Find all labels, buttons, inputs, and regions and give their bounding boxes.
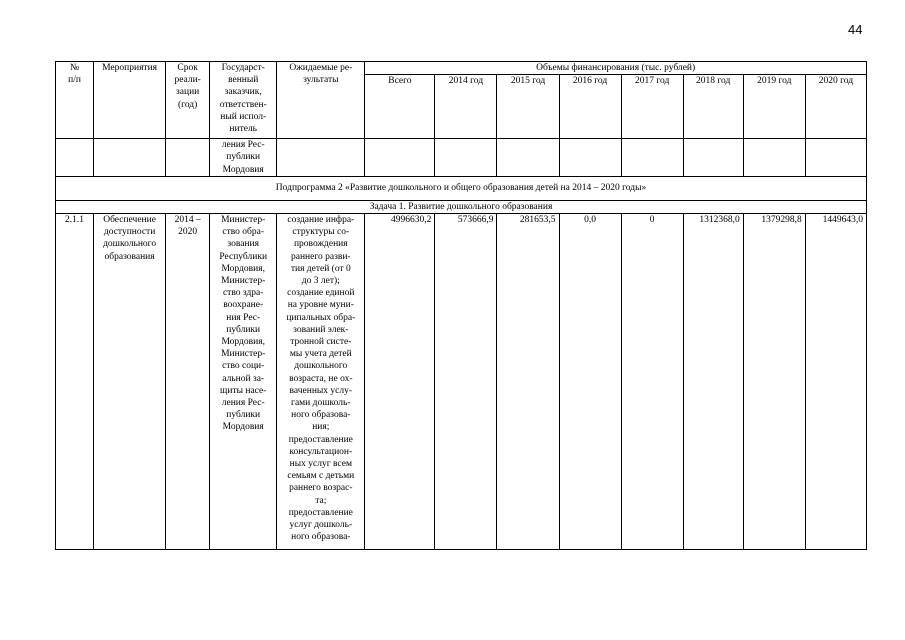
page-number: 44 bbox=[848, 22, 863, 37]
col-header-2018: 2018 год bbox=[683, 75, 743, 139]
col-header-2017: 2017 год bbox=[621, 75, 683, 139]
col-header-customer: Государст- венный заказчик, ответствен- ный испол- нитель bbox=[210, 62, 277, 139]
col-header-financing: Объемы финансирования (тыс. рублей) bbox=[365, 62, 867, 75]
col-header-2019: 2019 год bbox=[743, 75, 805, 139]
row-result: создание инфра- структуры со- провождения раннего разви- тия детей (от 0 до 3 лет); создание единой на уровне муни- ципальных обра- зований элек- тронной систе- мы учета детей дошкольного возраста, не ох- ваченных услу- гами дошколь- ного образова- ния; предоставление консультацион- ных услуг всем семьям с детьми раннего возрас- та; предоставление услуг дошколь- ного образова- bbox=[277, 214, 365, 550]
value-2014: 573666,9 bbox=[435, 214, 497, 550]
col-header-results: Ожидаемые ре- зультаты bbox=[277, 62, 365, 139]
col-header-2014: 2014 год bbox=[435, 75, 497, 139]
row-customer: Министер- ство обра- зования Республики Мордовия, Министер- ство здра- воохране- ния Рес- публики Мордовия, Министер- ство соци- альной за- щиты насе- ления Рес- публики Мордовия bbox=[210, 214, 277, 550]
subprogram-row bbox=[56, 176, 867, 200]
subprogram-title: Подпрограмма 2 «Развитие дошкольного и общего образования детей на 2014 – 2020 годы» bbox=[56, 176, 867, 200]
col-header-2015: 2015 год bbox=[497, 75, 559, 139]
value-2016: 0,0 bbox=[559, 214, 621, 550]
value-2020: 1449643,0 bbox=[805, 214, 866, 550]
col-header-measures: Мероприятия bbox=[94, 62, 166, 139]
value-2019: 1379298,8 bbox=[743, 214, 805, 550]
row-term: 2014 – 2020 bbox=[166, 214, 210, 550]
financing-table bbox=[55, 61, 867, 550]
col-header-2016: 2016 год bbox=[559, 75, 621, 139]
task-row bbox=[56, 200, 867, 213]
task-title: Задача 1. Развитие дошкольного образования bbox=[56, 200, 867, 213]
col-header-term: Срок реали- зации (год) bbox=[166, 62, 210, 139]
header-row-1 bbox=[56, 62, 867, 75]
value-2015: 281653,5 bbox=[497, 214, 559, 550]
continuation-row bbox=[56, 139, 867, 177]
col-header-total: Всего bbox=[365, 75, 435, 139]
value-2017: 0 bbox=[621, 214, 683, 550]
row-measure: Обеспечение доступности дошкольного образования bbox=[94, 214, 166, 550]
row-num: 2.1.1 bbox=[56, 214, 94, 550]
col-header-2020: 2020 год bbox=[805, 75, 866, 139]
col-header-num: № п/п bbox=[56, 62, 94, 139]
table-row bbox=[56, 214, 867, 550]
value-2018: 1312368,0 bbox=[683, 214, 743, 550]
value-total: 4996630,2 bbox=[365, 214, 435, 550]
continuation-customer: ления Рес- публики Мордовия bbox=[210, 139, 277, 177]
